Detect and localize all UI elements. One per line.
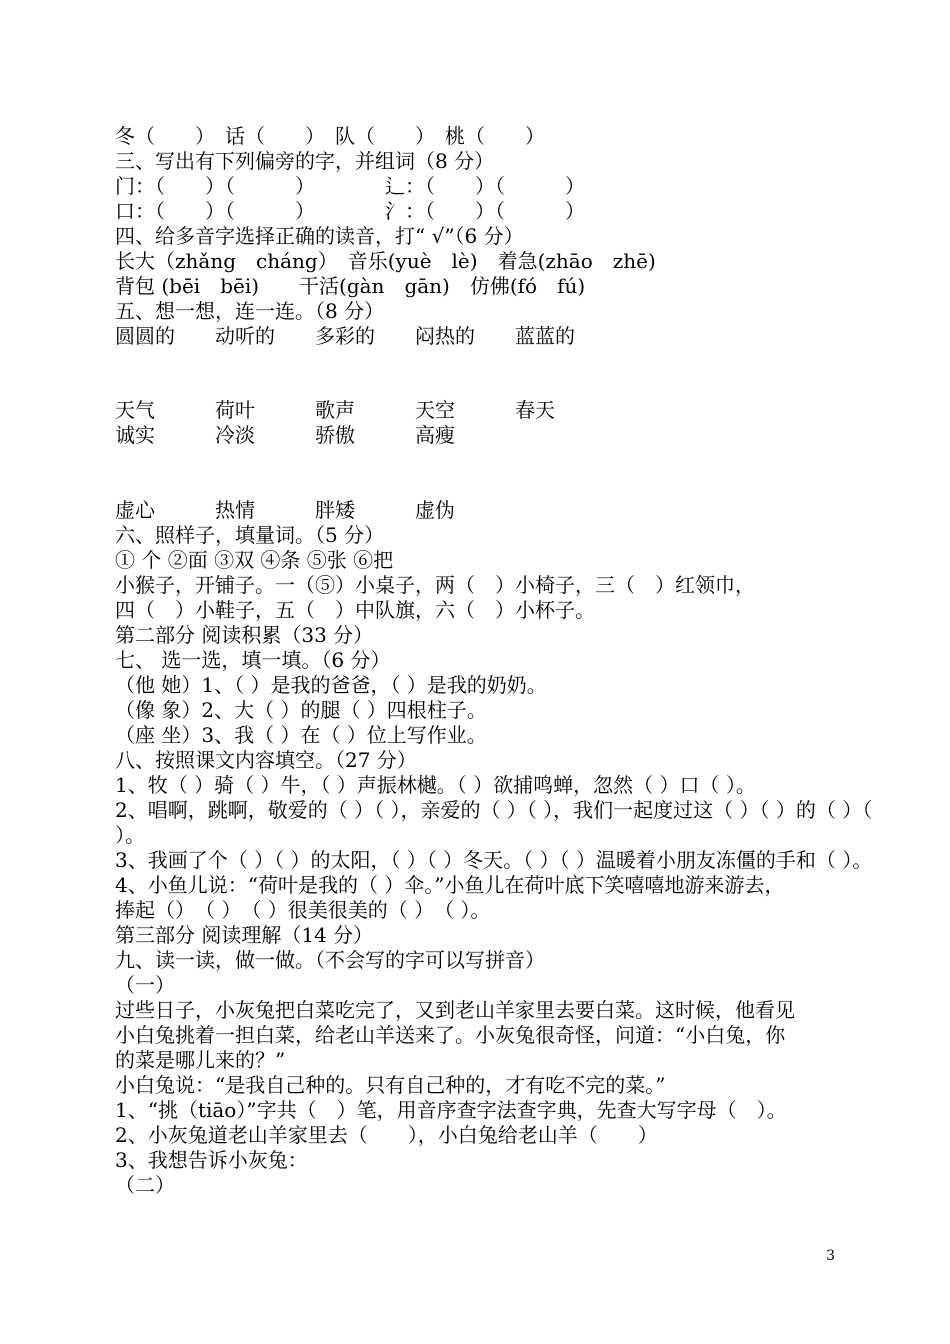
text-line: （座 坐）3、我（ ）在（ ）位上写作业。 — [115, 723, 487, 747]
text-line: 小白兔挑着一担白菜，给老山羊送来了。小灰兔很奇怪，问道：“小白兔，你 — [115, 1023, 786, 1047]
text-line: ）。 — [115, 823, 145, 847]
text-line: ① 个 ②面 ③双 ④条 ⑤张 ⑥把 — [115, 548, 394, 572]
section-heading: 九、读一读，做一做。（不会写的字可以写拼音） — [115, 948, 545, 972]
text-line: 诚实 冷淡 骄傲 高瘦 — [115, 423, 455, 447]
text-line: 四（ ）小鞋子，五（ ）中队旗，六（ ）小杯子。 — [115, 598, 595, 622]
text-line: 冬（ ） 话（ ） 队（ ） 桃（ ） — [115, 124, 545, 148]
page-number: 3 — [826, 1248, 835, 1264]
section-heading: 五、想一想，连一连。（8 分） — [115, 299, 385, 323]
text-line: （像 象）2、大（ ）的腿（ ）四根柱子。 — [115, 698, 487, 722]
text-line: （二） — [115, 1173, 175, 1197]
text-line: 3、我想告诉小灰兔： — [115, 1148, 308, 1172]
text-line: 背包 (bēi bēi) 干活(gàn gān) 仿佛(fó fú) — [115, 274, 586, 298]
section-heading: 八、按照课文内容填空。（27 分） — [115, 748, 417, 772]
part-heading: 第三部分 阅读理解（14 分） — [115, 923, 374, 947]
text-line: 2、唱啊，跳啊，敬爱的（ ）（ ），亲爱的（ ）（ ），我们一起度过这（ ）（ ）的（ ）（ — [115, 798, 873, 822]
text-line: 门：（ ）（ ） ⻍：（ ）（ ） — [115, 174, 585, 198]
text-line: 1、“挑（tiāo）”字共（ ）笔，用音序查字法查字典，先查大写字母（ ）。 — [115, 1098, 787, 1122]
text-line: 捧起（） （ ） （ ）很美很美的（ ） （ ）。 — [115, 898, 491, 922]
text-line: 虚心 热情 胖矮 虚伪 — [115, 498, 455, 522]
section-heading: 六、照样子，填量词。（5 分） — [115, 523, 385, 547]
text-line: 2、小灰兔道老山羊家里去（ ），小白兔给老山羊（ ） — [115, 1123, 658, 1147]
text-line: 4、小鱼儿说：“荷叶是我的（ ）伞。”小鱼儿在荷叶底下笑嘻嘻地游来游去， — [115, 873, 785, 897]
text-line: 3、我画了个（ ）（ ）的太阳，（ ）（ ）冬天。（ ）（ ）温暖着小朋友冻僵的手和（ ）。 — [115, 848, 873, 872]
text-line: 圆圆的 动听的 多彩的 闷热的 蓝蓝的 — [115, 324, 575, 348]
text-line: （他 她）1、（ ）是我的爸爸，（ ）是我的奶奶。 — [115, 673, 547, 697]
text-line: 长大（zhǎng cháng） 音乐(yuè lè) 着急(zhāo zhē) — [115, 249, 656, 273]
text-line: 1、牧（ ）骑（ ）牛，（ ）声振林樾。（ ）欲捕鸣蝉，忽然（ ）口（ ）。 — [115, 773, 756, 797]
section-heading: 四、给多音字选择正确的读音，打“ √”（6 分） — [115, 224, 524, 248]
text-line: 天气 荷叶 歌声 天空 春天 — [115, 398, 555, 422]
section-heading: 三、写出有下列偏旁的字，并组词（8 分） — [115, 149, 495, 173]
section-heading: 七、 选一选，填一填。（6 分） — [115, 648, 391, 672]
text-line: 小猴子，开铺子。一（⑤）小桌子，两（ ）小椅子，三（ ）红领巾， — [115, 573, 755, 597]
text-line: 过些日子，小灰兔把白菜吃完了，又到老山羊家里去要白菜。这时候，他看见 — [115, 998, 795, 1022]
text-line: 小白兔说：“是我自己种的。只有自己种的，才有吃不完的菜。” — [115, 1073, 666, 1097]
text-line: 口：（ ）（ ） 氵：（ ）（ ） — [115, 199, 585, 223]
text-line: （一） — [115, 973, 175, 997]
part-heading: 第二部分 阅读积累（33 分） — [115, 623, 374, 647]
text-line: 的菜是哪儿来的？” — [115, 1048, 286, 1072]
